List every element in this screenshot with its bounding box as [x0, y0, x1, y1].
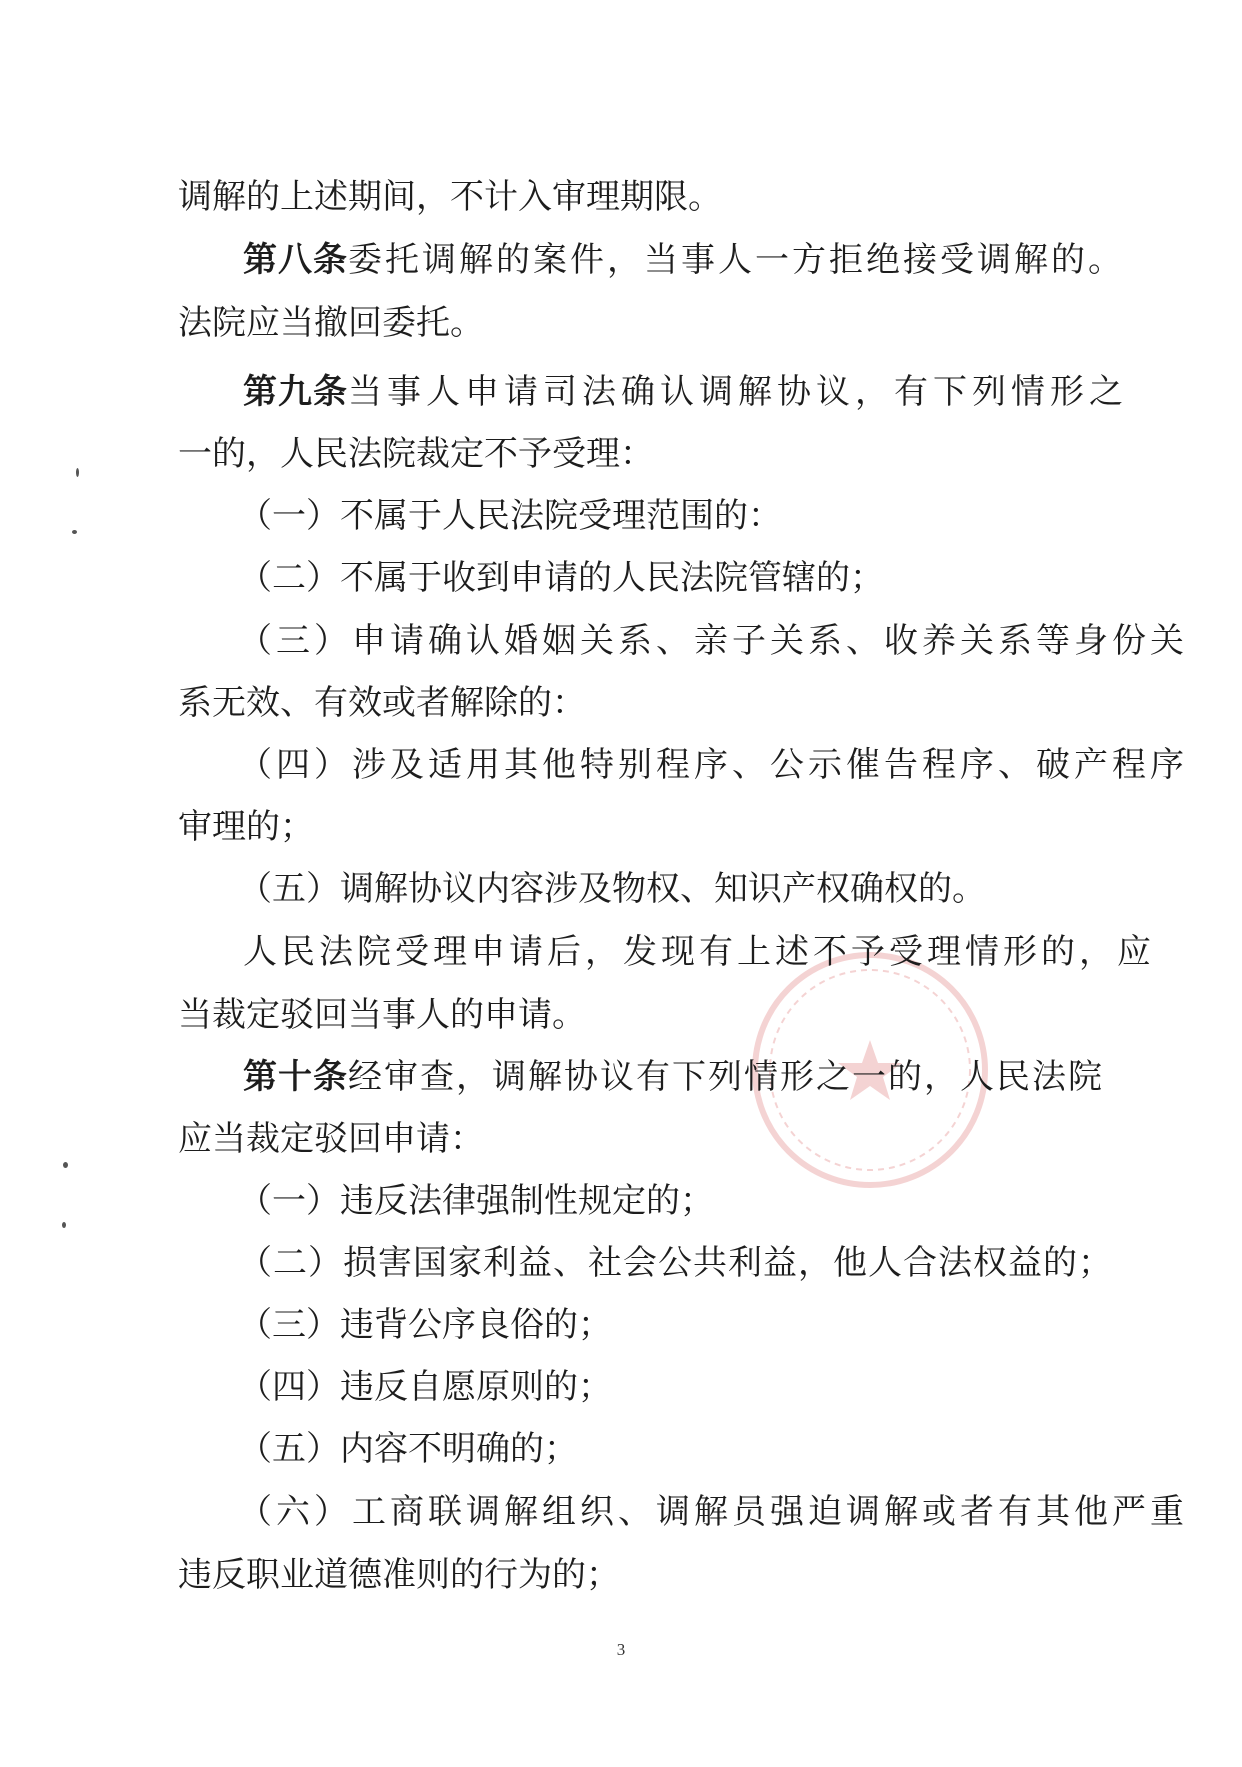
article-9-line — [243, 362, 1128, 422]
article-8-line — [243, 230, 1125, 290]
article-text: 委托调解的案件，当事人一方拒绝接受调解的。 — [348, 240, 1125, 280]
list-item: （五）调解协议内容涉及物权、知识产权确权的。 — [238, 869, 986, 909]
text-line: 应当裁定驳回申请： — [178, 1119, 484, 1159]
list-item: （四）涉及适用其他特别程序、公示催告程序、破产程序 — [238, 745, 1188, 785]
article-heading: 第九条 — [243, 372, 348, 412]
list-item: （二）损害国家利益、社会公共利益，他人合法权益的； — [238, 1243, 1113, 1283]
text-line: 系无效、有效或者解除的： — [178, 683, 586, 723]
text-line: 调解的上述期间，不计入审理期限。 — [178, 177, 722, 217]
article-text: 经审查，调解协议有下列情形之一的，人民法院 — [348, 1057, 1104, 1097]
text-line: 法院应当撤回委托。 — [178, 303, 484, 343]
list-item: （一）违反法律强制性规定的； — [238, 1181, 714, 1221]
list-item: （五）内容不明确的； — [238, 1429, 578, 1469]
article-10-line — [243, 1047, 1104, 1107]
list-item: （四）违反自愿原则的； — [238, 1367, 612, 1407]
text-line: 一的，人民法院裁定不予受理： — [178, 434, 654, 474]
article-text: 当事人申请司法确认调解协议，有下列情形之 — [348, 372, 1128, 412]
list-item: （一）不属于人民法院受理范围的： — [238, 496, 782, 536]
page-number: 3 — [616, 1640, 626, 1659]
text-line: 当裁定驳回当事人的申请。 — [178, 995, 586, 1035]
list-item: （二）不属于收到申请的人民法院管辖的； — [238, 558, 884, 598]
list-item: （三）申请确认婚姻关系、亲子关系、收养关系等身份关 — [238, 621, 1188, 661]
text-line: 人民法院受理申请后，发现有上述不予受理情形的，应 — [243, 932, 1155, 972]
article-heading: 第十条 — [243, 1057, 348, 1097]
list-item: （三）违背公序良俗的； — [238, 1305, 612, 1345]
text-line: 违反职业道德准则的行为的； — [178, 1555, 620, 1595]
list-item: （六）工商联调解组织、调解员强迫调解或者有其他严重 — [238, 1492, 1188, 1532]
text-line: 审理的； — [178, 807, 314, 847]
article-heading: 第八条 — [243, 240, 348, 280]
